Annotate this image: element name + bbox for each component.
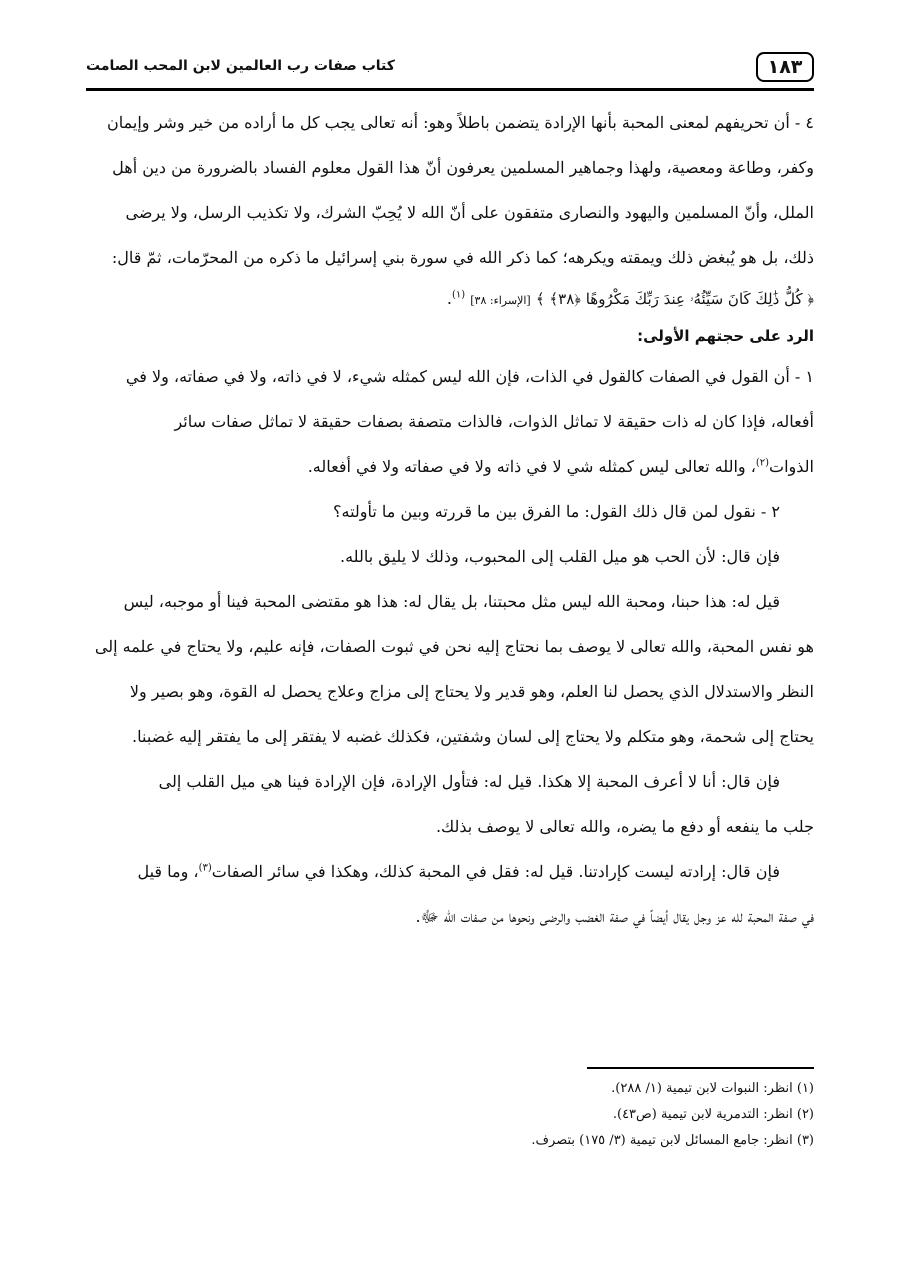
- text-line: هو نفس المحبة، والله تعالى لا يوصف بما نحتاج إليه نحن في ثبوت الصفات، فإنه عليم، ولا يحتاج في علمه إلى: [94, 637, 814, 656]
- page-header: [86, 52, 814, 92]
- quran-verse-line: ﴿ كُلُّ ذَٰلِكَ كَانَ سَيِّئُهُۥ عِندَ رَبِّكَ مَكْرُوهًا ﴿٣٨﴾ ﴾ [الإسراء: ٣٨] $^{(١)}$.: [446, 289, 814, 308]
- text-span: ، وما قيل: [137, 862, 199, 881]
- text-line: وكفر، وطاعة ومعصية، ولهذا وجماهير المسلمين يعرفون أنّ هذا القول معلوم الفساد بالضرورة من دين أهل: [112, 158, 814, 177]
- text-line: الملل، وأنّ المسلمين واليهود والنصارى متفقون على أنّ الله لا يُحِبّ الشرك، ولا تكذيب الرسل، ولا يرضى: [125, 203, 814, 222]
- footnote: (٣) انظر: جامع المسائل لابن تيمية (٣/ ١٧٥) بتصرف.: [531, 1133, 814, 1148]
- text-line: جلب ما ينفعه أو دفع ما يضره، والله تعالى لا يوصف بذلك.: [435, 817, 814, 836]
- text-line: فإن قال: لأن الحب هو ميل القلب إلى المحبوب، وذلك لا يليق بالله.: [339, 547, 780, 566]
- text-line: فإن قال: أنا لا أعرف المحبة إلا هكذا. قيل له: فتأول الإرادة، فإن الإرادة فينا هي ميل القلب إلى: [158, 772, 780, 791]
- footnote: (٢) انظر: التدمرية لابن تيمية (ص٤٣).: [612, 1107, 814, 1122]
- footnote-marker: (٣): [198, 862, 212, 874]
- text-line: ٤ - أن تحريفهم لمعنى المحبة بأنها الإرادة يتضمن باطلاً وهو: أنه تعالى يجب كل ما أراده من خير وشر وإيمان: [107, 113, 814, 132]
- text-line: ١ - أن القول في الصفات كالقول في الذات، فإن الله ليس كمثله شيء، لا في ذاته، ولا في صفاته، ولا في: [125, 367, 814, 386]
- text-span: ، والله تعالى ليس كمثله شي لا في ذاته ولا في صفاته ولا في أفعاله.: [307, 457, 756, 476]
- text-span: فإن قال: إرادته ليست كإرادتنا. قيل له: فقل في المحبة كذلك، وهكذا في سائر الصفات: [211, 862, 780, 881]
- text-line: [86, 444, 814, 489]
- header-divider: [86, 88, 814, 91]
- text-line: ذلك، بل هو يُبغض ذلك ويمقته ويكرهه؛ كما ذكر الله في سورة بني إسرائيل ما ذكره من المحرّمات، ثمّ قال:: [111, 248, 814, 267]
- footnote-marker: (٢): [755, 457, 770, 469]
- section-heading: الرد على حجتهم الأولى:: [637, 327, 814, 345]
- footnote: (١) انظر: النبوات لابن تيمية (١/ ٢٨٨).: [611, 1081, 814, 1096]
- text-span: الذوات: [769, 457, 814, 476]
- main-text: [86, 100, 814, 939]
- text-line: [86, 849, 814, 894]
- text-line: قيل له: هذا حبنا، ومحبة الله ليس مثل محبتنا، بل يقال له: هذا هو مقتضى المحبة فينا أو موجبه، ليس: [123, 592, 780, 611]
- text-line: أفعاله، فإذا كان له ذات حقيقة لا تماثل الذوات، فالذات متصفة بصفات حقيقة لا تماثل صفات سائر: [174, 412, 814, 431]
- footnote-divider: [587, 1067, 814, 1069]
- book-title: كتاب صفات رب العالمين لابن المحب الصامت: [86, 58, 395, 74]
- text-line: يحتاج إلى شحمة، وهو متكلم ولا يحتاج إلى لسان وشفتين، فكذلك غضبه لا يفتقر إلى ما يفتقر إليه غضبنا.: [132, 727, 814, 746]
- text-line: النظر والاستدلال الذي يحصل لنا العلم، وهو قدير ولا يحتاج إلى مزاج وعلاج يحصل له القوة، وهو بصير ولا: [129, 682, 814, 701]
- verse-reference: [الإسراء: ٣٨]: [470, 294, 531, 307]
- text-line: ٢ - نقول لمن قال ذلك القول: ما الفرق بين ما قررته وبين ما تأولته؟: [333, 502, 780, 521]
- text-line: في صفة المحبة لله عز وجل يقال أيضاً في صفة الغضب والرضى ونحوها من صفات الله ﷻ.: [415, 907, 814, 926]
- footnote-marker: (١): [451, 289, 466, 301]
- page-number: ١٨٣: [756, 52, 814, 82]
- footnotes: [86, 1076, 814, 1154]
- quran-verse: ﴿ كُلُّ ذَٰلِكَ كَانَ سَيِّئُهُۥ عِندَ رَبِّكَ مَكْرُوهًا ﴿٣٨﴾ ﴾: [535, 290, 814, 308]
